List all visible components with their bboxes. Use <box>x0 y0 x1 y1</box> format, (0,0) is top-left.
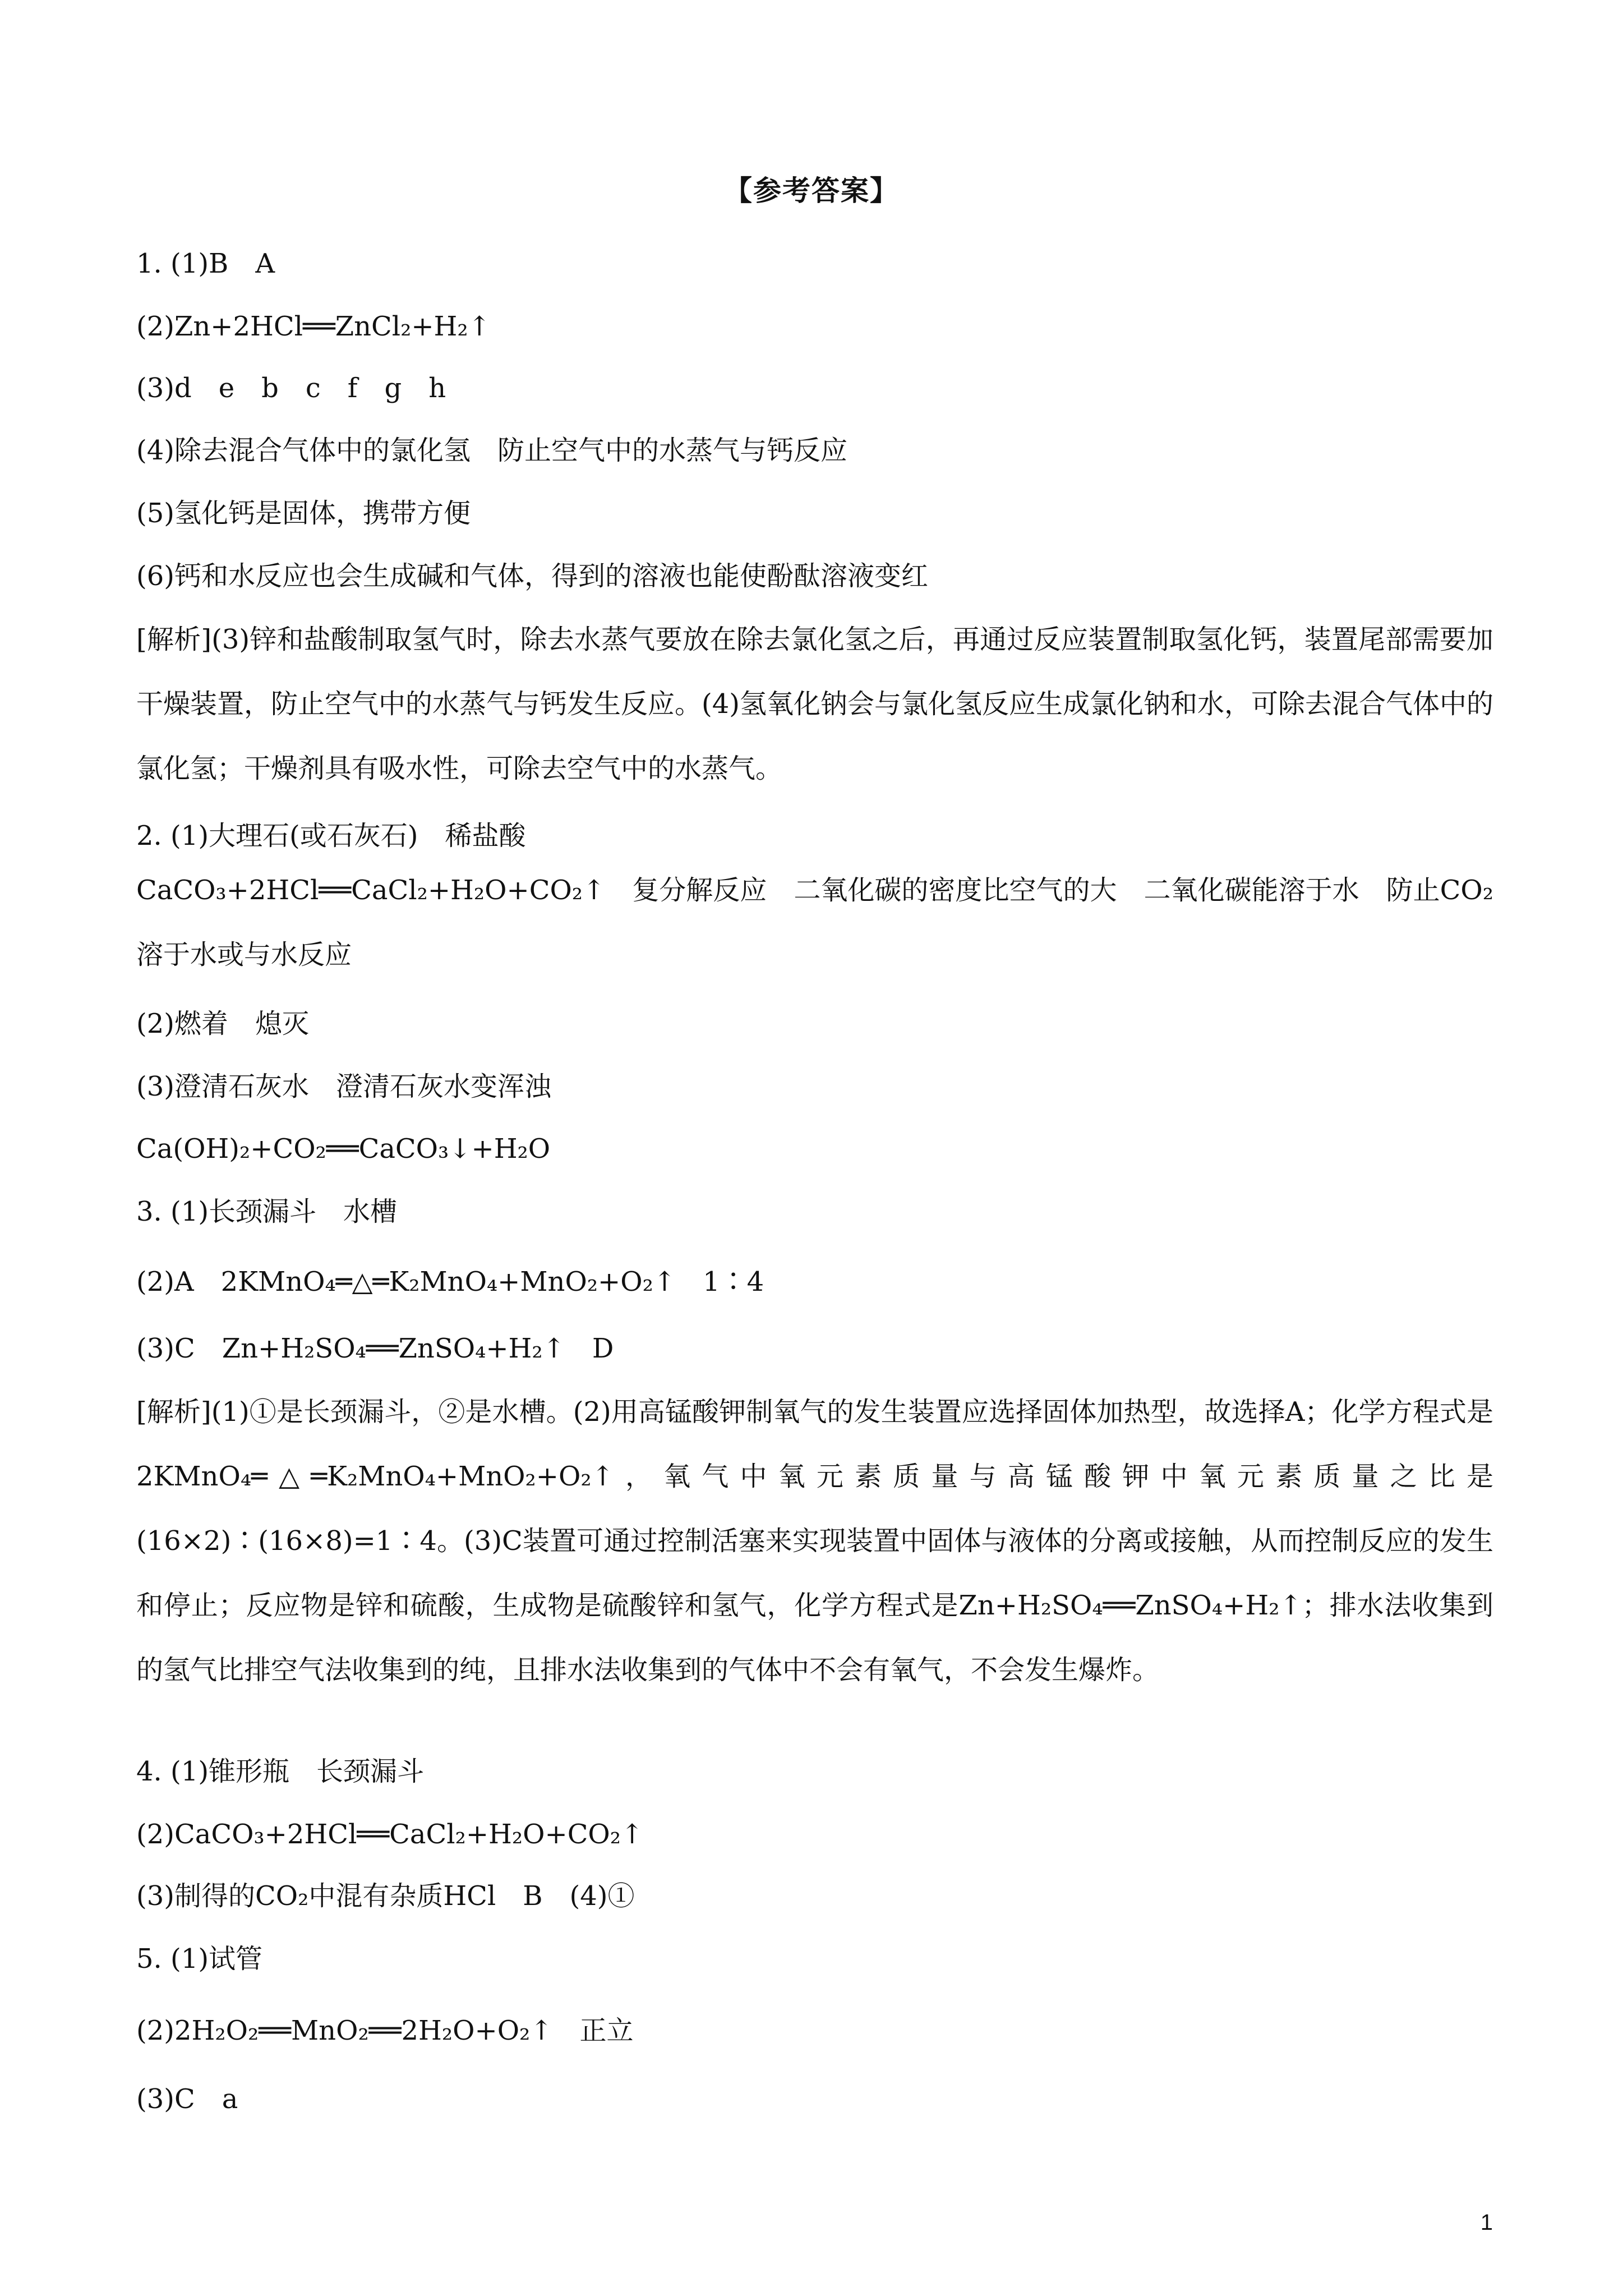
answer-line: (2)燃着 熄灭 <box>136 1008 309 1039</box>
answer-line: (4)除去混合气体中的氯化氢 防止空气中的水蒸气与钙反应 <box>136 435 847 466</box>
analysis-paragraph: [解析](1)①是长颈漏斗，②是水槽。(2)用高锰酸钾制氧气的发生装置应选择固体加热型，故选择A；化学方程式是2KMnO₄═△═K₂MnO₄+MnO₂+O₂↑，氧气中氧元素质量与高锰酸钾中氧元素质量之比是(16×2)∶(16×8)=1∶4。(3)C装置可通过控制活塞来实现装置中固体与液体的分离或接触，从而控制反应的发生和停止；反应物是锌和硫酸，生成物是硫酸锌和氢气，化学方程式是Zn+H₂SO₄══ZnSO₄+H₂↑；排水法收集到的氢气比排空气法收集到的纯，且排水法收集到的气体中不会有氧气，不会发生爆炸。 <box>136 1396 1493 1686</box>
answer-line: (3)d e b c f g h <box>136 372 446 404</box>
answer-line: (5)氢化钙是固体，携带方便 <box>136 498 471 529</box>
answer-line: (6)钙和水反应也会生成碱和气体，得到的溶液也能使酚酞溶液变红 <box>136 560 928 592</box>
answer-line: (3)制得的CO₂中混有杂质HCl B (4)① <box>136 1880 635 1912</box>
answer-line: (2)CaCO₃+2HCl══CaCl₂+H₂O+CO₂↑ <box>136 1819 644 1850</box>
answer-line: (3)C a <box>136 2083 238 2115</box>
answer-paragraph: CaCO₃+2HCl══CaCl₂+H₂O+CO₂↑ 复分解反应 二氧化碳的密度比空气的大 二氧化碳能溶于水 防止CO₂溶于水或与水反应 <box>136 875 1493 970</box>
answer-line: (3)C Zn+H₂SO₄══ZnSO₄+H₂↑ D <box>136 1333 614 1364</box>
answer-line: (2)2H₂O₂══MnO₂══2H₂O+O₂↑ 正立 <box>136 2015 634 2046</box>
answer-line: 1. (1)B A <box>136 248 275 279</box>
answer-line: (2)Zn+2HCl══ZnCl₂+H₂↑ <box>136 311 491 342</box>
analysis-paragraph: [解析](3)锌和盐酸制取氢气时，除去水蒸气要放在除去氯化氢之后，再通过反应装置制取氢化钙，装置尾部需要加干燥装置，防止空气中的水蒸气与钙发生反应。(4)氢氧化钠会与氯化氢反应生成氯化钠和水，可除去混合气体中的氯化氢；干燥剂具有吸水性，可除去空气中的水蒸气。 <box>136 624 1493 784</box>
page-title: 【参考答案】 <box>724 174 899 207</box>
answer-line: (2)A 2KMnO₄═△═K₂MnO₄+MnO₂+O₂↑ 1∶4 <box>136 1266 764 1297</box>
answer-line: 3. (1)长颈漏斗 水槽 <box>136 1196 398 1227</box>
answer-line: 2. (1)大理石(或石灰石) 稀盐酸 <box>136 820 526 852</box>
page-number: 1 <box>1480 2210 1493 2235</box>
answer-line: Ca(OH)₂+CO₂══CaCO₃↓+H₂O <box>136 1133 551 1165</box>
answer-line: 4. (1)锥形瓶 长颈漏斗 <box>136 1756 425 1787</box>
answer-line: (3)澄清石灰水 澄清石灰水变浑浊 <box>136 1071 551 1102</box>
answer-line: 5. (1)试管 <box>136 1943 263 1975</box>
